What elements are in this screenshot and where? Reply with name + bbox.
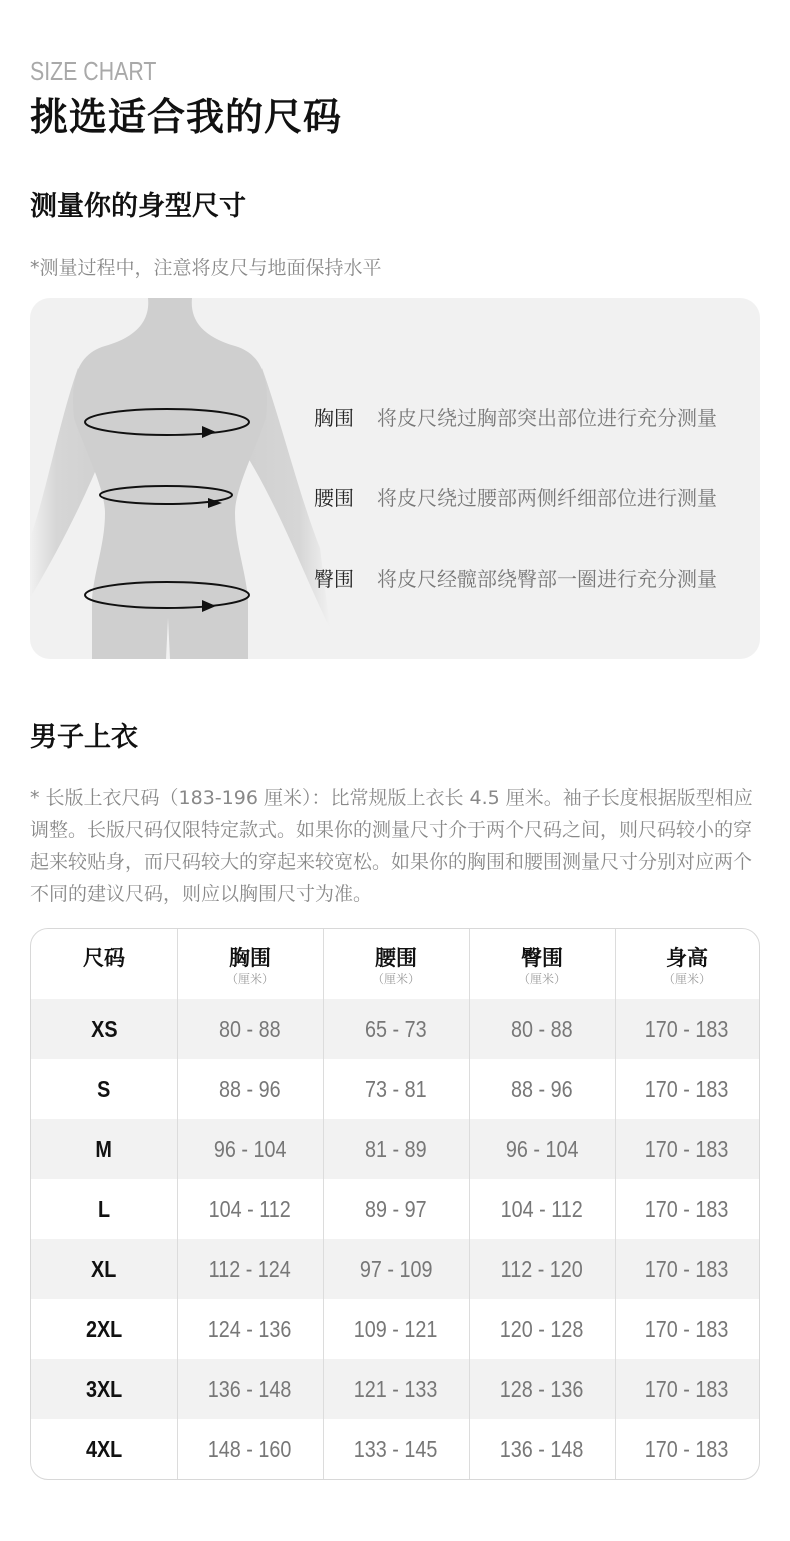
- cell-height: [615, 1299, 759, 1359]
- column-divider: [469, 929, 470, 1479]
- cell-text: 170 - 183: [645, 1256, 729, 1282]
- men-tops-section-title: 男子上衣: [30, 722, 138, 753]
- cell-size: [31, 1239, 177, 1299]
- cell-size: [31, 1119, 177, 1179]
- column-header-label: 腰围: [375, 946, 417, 970]
- column-header-unit: （厘米）: [225, 972, 274, 986]
- cell-hip: [469, 1059, 615, 1119]
- size-table: [30, 928, 760, 1480]
- cell-text: 120 - 128: [500, 1316, 584, 1342]
- column-divider: [323, 929, 324, 1479]
- cell-text: 97 - 109: [359, 1256, 433, 1282]
- measure-label: 腰围: [314, 486, 354, 510]
- men-tops-note: * 长版上衣尺码（183-196 厘米）：比常规版上衣长 4.5 厘米。袖子长度根据版型相应调整。长版尺码仅限特定款式。如果你的测量尺寸介于两个尺码之间，则尺码较小的穿起来较贴身，而尺码较大的穿起来较宽松。如果你的胸围和腰围测量尺寸分别对应两个不同的建议尺码，则应以胸围尺寸为准。: [30, 787, 753, 905]
- column-header-waist: [323, 929, 469, 999]
- table-row: [31, 1299, 759, 1359]
- column-header-unit: （厘米）: [371, 972, 420, 986]
- column-header-label: 尺码: [83, 946, 125, 970]
- cell-height: [615, 1359, 759, 1419]
- cell-text: 133 - 145: [354, 1436, 438, 1462]
- measure-desc: 将皮尺经髋部绕臀部一圈进行充分测量: [377, 567, 717, 591]
- body-silhouette-illustration: [30, 298, 760, 659]
- cell-size: [31, 1359, 177, 1419]
- cell-waist: [323, 1299, 469, 1359]
- cell-text: 148 - 160: [208, 1436, 292, 1462]
- cell-text: 81 - 89: [365, 1136, 427, 1162]
- cell-height: [615, 1239, 759, 1299]
- cell-size: [31, 1179, 177, 1239]
- cell-hip: [469, 999, 615, 1059]
- cell-hip: [469, 1419, 615, 1479]
- cell-text: 80 - 88: [511, 1016, 573, 1042]
- cell-text: 3XL: [85, 1376, 123, 1402]
- cell-chest: [177, 1359, 323, 1419]
- column-header-size: [31, 929, 177, 999]
- cell-waist: [323, 1359, 469, 1419]
- column-divider: [615, 929, 616, 1479]
- cell-waist: [323, 1239, 469, 1299]
- cell-height: [615, 1179, 759, 1239]
- cell-text: 170 - 183: [645, 1316, 729, 1342]
- cell-text: 88 - 96: [511, 1076, 573, 1102]
- measure-desc: 将皮尺绕过腰部两侧纤细部位进行测量: [377, 486, 717, 510]
- cell-text: 170 - 183: [645, 1136, 729, 1162]
- column-divider: [177, 929, 178, 1479]
- cell-hip: [469, 1119, 615, 1179]
- page-title: 挑选适合我的尺码: [30, 95, 343, 139]
- cell-text: L: [97, 1196, 111, 1222]
- cell-text: 65 - 73: [365, 1016, 427, 1042]
- cell-text: XS: [90, 1016, 118, 1042]
- cell-text: 109 - 121: [354, 1316, 438, 1342]
- cell-text: 112 - 120: [500, 1256, 584, 1282]
- cell-text: 170 - 183: [645, 1016, 729, 1042]
- table-row: [31, 1179, 759, 1239]
- cell-text: 80 - 88: [219, 1016, 281, 1042]
- torso-shape: [73, 298, 267, 659]
- cell-size: [31, 1299, 177, 1359]
- body-diagram-card: [30, 298, 760, 659]
- cell-hip: [469, 1359, 615, 1419]
- measure-label: 胸围: [314, 406, 354, 430]
- size-chart-eyebrow: SIZE CHART: [30, 56, 157, 86]
- cell-text: 170 - 183: [645, 1436, 729, 1462]
- cell-hip: [469, 1179, 615, 1239]
- measure-section-title: 测量你的身型尺寸: [30, 191, 246, 222]
- table-header: [31, 929, 759, 999]
- cell-text: 104 - 112: [500, 1196, 584, 1222]
- cell-height: [615, 1059, 759, 1119]
- cell-text: S: [97, 1076, 111, 1102]
- cell-text: 88 - 96: [219, 1076, 281, 1102]
- cell-chest: [177, 1299, 323, 1359]
- column-header-label: 身高: [666, 946, 708, 970]
- cell-text: 73 - 81: [365, 1076, 427, 1102]
- column-header-unit: （厘米）: [517, 972, 566, 986]
- table-row: [31, 1239, 759, 1299]
- cell-text: 170 - 183: [645, 1376, 729, 1402]
- cell-text: XL: [91, 1256, 117, 1282]
- cell-text: 124 - 136: [208, 1316, 292, 1342]
- cell-waist: [323, 1419, 469, 1479]
- measure-desc: 将皮尺绕过胸部突出部位进行充分测量: [377, 406, 717, 430]
- cell-size: [31, 1419, 177, 1479]
- cell-chest: [177, 1119, 323, 1179]
- cell-chest: [177, 1179, 323, 1239]
- column-header-hip: [469, 929, 615, 999]
- cell-height: [615, 999, 759, 1059]
- cell-waist: [323, 999, 469, 1059]
- cell-chest: [177, 1239, 323, 1299]
- cell-height: [615, 1419, 759, 1479]
- cell-hip: [469, 1299, 615, 1359]
- cell-waist: [323, 1179, 469, 1239]
- cell-text: 96 - 104: [213, 1136, 287, 1162]
- cell-text: 170 - 183: [645, 1076, 729, 1102]
- table-row: [31, 999, 759, 1059]
- cell-waist: [323, 1119, 469, 1179]
- cell-chest: [177, 1419, 323, 1479]
- column-header-chest: [177, 929, 323, 999]
- cell-text: 104 - 112: [208, 1196, 292, 1222]
- cell-text: 89 - 97: [365, 1196, 427, 1222]
- cell-text: 121 - 133: [354, 1376, 438, 1402]
- cell-text: 4XL: [85, 1436, 123, 1462]
- cell-waist: [323, 1059, 469, 1119]
- cell-text: 112 - 124: [208, 1256, 292, 1282]
- cell-chest: [177, 999, 323, 1059]
- cell-chest: [177, 1059, 323, 1119]
- cell-size: [31, 1059, 177, 1119]
- table-row: [31, 1419, 759, 1479]
- table-row: [31, 1119, 759, 1179]
- cell-text: 136 - 148: [208, 1376, 292, 1402]
- cell-size: [31, 999, 177, 1059]
- column-header-label: 胸围: [229, 946, 271, 970]
- cell-text: M: [95, 1136, 113, 1162]
- column-header-label: 臀围: [521, 946, 563, 970]
- cell-text: 170 - 183: [645, 1196, 729, 1222]
- column-header-height: [615, 929, 759, 999]
- measure-note: *测量过程中，注意将皮尺与地面保持水平: [30, 257, 382, 279]
- cell-text: 136 - 148: [500, 1436, 584, 1462]
- cell-text: 128 - 136: [500, 1376, 584, 1402]
- table-row: [31, 1059, 759, 1119]
- column-header-unit: （厘米）: [662, 972, 711, 986]
- cell-text: 96 - 104: [505, 1136, 579, 1162]
- measure-label: 臀围: [314, 567, 354, 591]
- cell-hip: [469, 1239, 615, 1299]
- table-row: [31, 1359, 759, 1419]
- cell-text: 2XL: [85, 1316, 123, 1342]
- cell-height: [615, 1119, 759, 1179]
